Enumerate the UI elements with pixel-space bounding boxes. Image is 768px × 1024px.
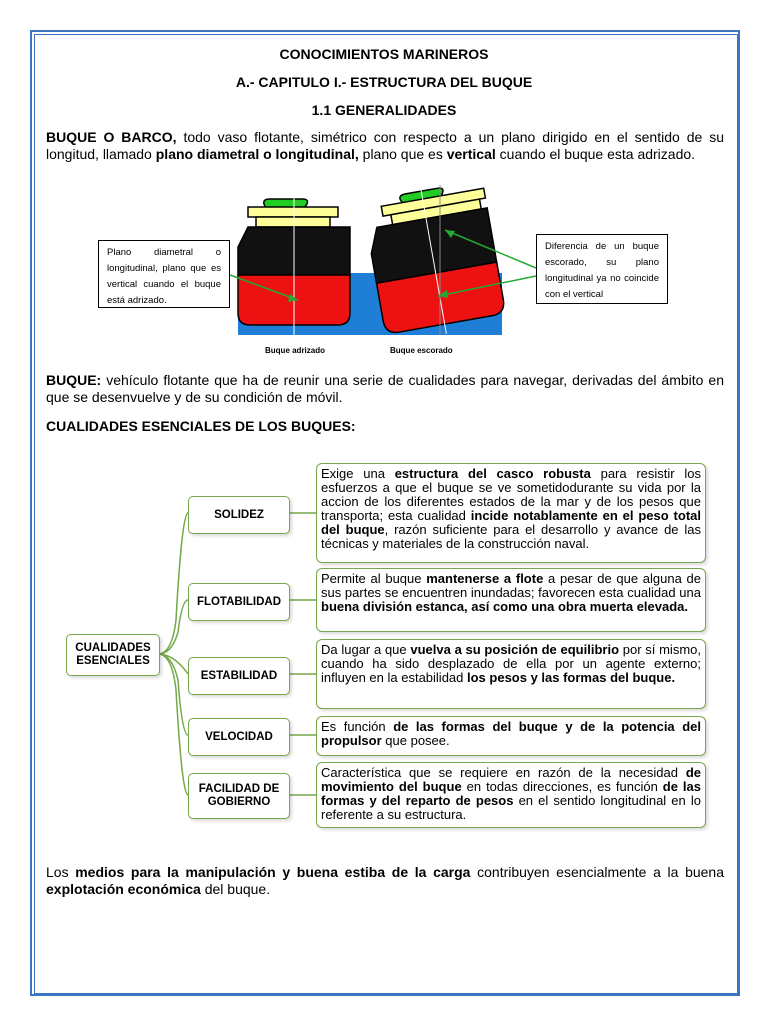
velocidad-node: VELOCIDAD (188, 718, 290, 756)
gobierno-description: Característica que se requiere en razón de la necesidad de movimiento del buque en todas direcciones, es función de las formas y del reparto de pesos en el sentido longitudinal en lo referente a su estructura. (316, 762, 706, 828)
velocidad-description: Es función de las formas del buque y de la potencia del propulsor que posee. (316, 716, 706, 756)
caption-heeled: Buque escorado (390, 346, 453, 355)
intro-term: BUQUE O BARCO, (46, 129, 177, 145)
estabilidad-node: ESTABILIDAD (188, 657, 290, 695)
gobierno-node: FACILIDAD DE GOBIERNO (188, 773, 290, 819)
upright-ship-note: Plano diametral o longitudinal, plano que es vertical cuando el buque está adrizado. (98, 240, 230, 308)
section-heading: 1.1 GENERALIDADES (311, 102, 457, 118)
caption-upright: Buque adrizado (265, 346, 326, 355)
root-node: CUALIDADES ESENCIALES (66, 634, 160, 676)
buque-term: BUQUE: (46, 372, 102, 388)
estabilidad-description: Da lugar a que vuelva a su posición de equilibrio por sí mismo, cuando ha sido desplazado de ella por un agente externo; influyen en la estabilidad los pesos y las formas del buque. (316, 639, 706, 709)
qualities-section-title: CUALIDADES ESENCIALES DE LOS BUQUES: (46, 418, 356, 434)
buque-definition: BUQUE: vehículo flotante que ha de reunir una serie de cualidades para navegar, derivadas del ámbito en que se desenvuelve y de su condición de móvil. (46, 372, 724, 405)
flotabilidad-description: Permite al buque mantenerse a flote a pesar de que alguna de sus partes se encuentren inundadas; favorecen esta cualidad una buena división estanca, así como una obra muerta elevada. (316, 568, 706, 632)
flotabilidad-node: FLOTABILIDAD (188, 583, 290, 621)
chapter-title: A.- CAPITULO I.- ESTRUCTURA DEL BUQUE (235, 74, 533, 90)
solidez-description: Exige una estructura del casco robusta para resistir los esfuerzos a que el buque se ve sometidodurante su vida por la accion de los diferentes estados de la mar y de los pesos que transporta; esta cualidad incide notablamente en el peso total del buque, razón suficiente para el desarrollo y avance de las técnicas y materiales de la construcción naval. (316, 463, 706, 563)
closing-paragraph: Los medios para la manipulación y buena estiba de la carga contribuyen esencialmente a la buena explotación económica del buque. (46, 864, 725, 897)
heeled-ship-note: Diferencia de un buque escorado, su plano longitudinal ya no coincide con el vertical (536, 234, 668, 304)
intro-paragraph: BUQUE O BARCO, todo vaso flotante, simétrico con respecto a un plano dirigido en el sentido de su longitud, llamado plano diametral o longitudinal, plano que es vertical cuando el buque esta adrizado. (46, 129, 724, 162)
main-title: CONOCIMIENTOS MARINEROS (279, 46, 489, 62)
solidez-node: SOLIDEZ (188, 496, 290, 534)
